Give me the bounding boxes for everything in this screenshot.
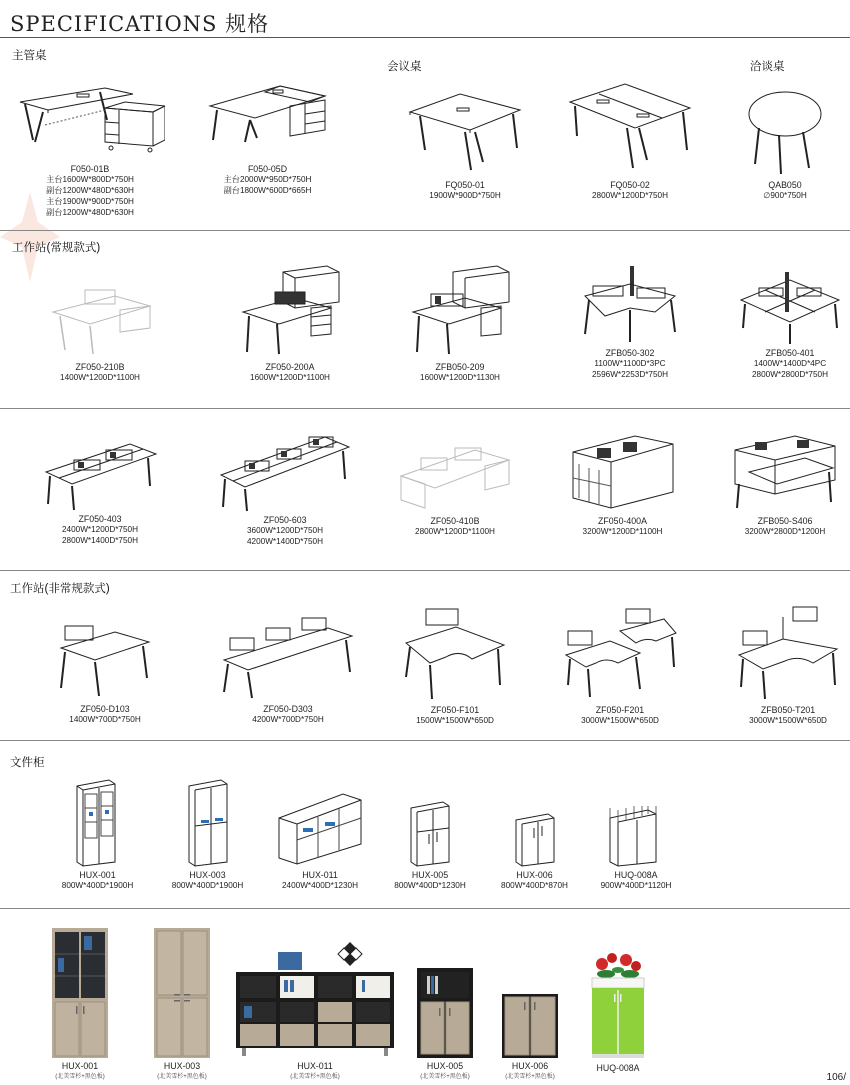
product-code: HUX-003 <box>189 870 226 880</box>
executive-desk-L-drawing <box>15 80 165 162</box>
product-spec: 主台1600W*800D*750H <box>46 175 134 184</box>
product-ZF050-200A <box>235 262 345 383</box>
photo-note: (北美雪杉+黑色板) <box>55 1074 105 1080</box>
double-corner-desk-drawing <box>560 605 680 703</box>
photo-code: HUX-006 <box>511 1061 549 1071</box>
product-code: ZF050-F101 <box>430 705 480 715</box>
workstation-cluster-drawing <box>725 428 845 514</box>
product-spec: 1400W*700D*750H <box>69 715 141 724</box>
product-spec: 2800W*1400D*750H <box>61 536 138 545</box>
product-spec: 1100W*1100D*3PC <box>594 359 666 368</box>
product-ZF050-410B <box>395 432 515 537</box>
product-spec: 1400W*1400D*4PC <box>753 359 827 368</box>
meeting-table-large-drawing <box>565 80 695 178</box>
wide-cabinet-photo <box>232 940 398 1058</box>
product-spec: ∅900*750H <box>763 191 807 200</box>
product-HUX-003 <box>165 776 250 891</box>
photo-HUX-006 <box>490 994 570 1080</box>
planter-cabinet-photo <box>588 950 648 1060</box>
product-spec: 2800W*1200D*750H <box>591 191 668 200</box>
photo-code: HUX-005 <box>426 1061 464 1071</box>
product-spec: 主台1900W*900D*750H <box>46 197 134 206</box>
product-FQ050-02 <box>565 80 695 201</box>
flower-icon <box>596 953 641 978</box>
product-spec: 800W*400D*1230H <box>394 881 466 890</box>
product-spec: 1600W*1200D*1130H <box>420 373 500 382</box>
glass-cabinet-photo <box>52 928 108 1058</box>
product-spec: 主台2000W*950D*750H <box>223 175 312 184</box>
product-ZFB050-302 <box>575 262 685 380</box>
tall-cabinet-glass-drawing <box>55 776 140 868</box>
product-QAB050 <box>745 88 825 201</box>
product-code: HUX-006 <box>516 870 553 880</box>
product-spec: 2596W*2253D*750H <box>591 370 668 379</box>
product-spec: 4200W*700D*750H <box>252 715 324 724</box>
product-code: FQ050-02 <box>610 180 650 190</box>
product-HUX-005 <box>385 798 475 891</box>
product-code: ZF050-403 <box>78 514 122 524</box>
product-code: ZF050-D103 <box>80 704 130 714</box>
product-HUQ-008A <box>596 804 676 891</box>
product-code: HUX-005 <box>411 870 449 880</box>
product-spec: 3200W*2800D*1200H <box>744 527 826 536</box>
photo-code: HUQ-008A <box>596 1063 640 1073</box>
product-code: HUQ-008A <box>614 870 658 880</box>
photo-note: (北美雪杉+黑色板) <box>505 1074 555 1080</box>
product-spec: 2400W*400D*1230H <box>281 881 358 890</box>
section-divider <box>0 740 850 741</box>
product-spec: 3200W*1200D*1100H <box>582 527 663 536</box>
product-ZFB050-401 <box>735 266 845 380</box>
product-code: ZF050-D303 <box>263 704 313 714</box>
mid-cabinet-drawing <box>385 798 475 868</box>
product-ZF050-603 <box>215 425 355 547</box>
title-divider <box>0 37 850 38</box>
product-spec: 3000W*1500W*650D <box>749 716 827 725</box>
product-spec: 2800W*1200D*1100H <box>415 527 495 536</box>
product-F050-01B <box>15 80 165 218</box>
product-ZFB050-209 <box>405 262 515 383</box>
photo-note: (北美雪杉+黑色板) <box>290 1074 340 1080</box>
section-workstation-irregular: 工作站(非常规款式) <box>10 583 110 595</box>
product-code: ZF050-410B <box>430 516 480 526</box>
meeting-table-drawing <box>405 90 525 178</box>
product-spec: 900W*400D*1120H <box>600 881 672 890</box>
photo-note: (北美雪杉+黑色板) <box>420 1074 470 1080</box>
photo-HUX-005 <box>405 968 485 1080</box>
product-spec: 800W*400D*1900H <box>171 881 244 890</box>
product-ZFB050-S406 <box>725 428 845 537</box>
product-code: ZFB050-302 <box>605 348 655 358</box>
product-code: ZF050-200A <box>265 362 315 372</box>
product-code: F050-01B <box>70 164 110 174</box>
photo-code: HUX-011 <box>297 1061 333 1071</box>
product-code: ZF050-603 <box>263 515 307 525</box>
workstation-single-drawing <box>45 282 155 360</box>
product-code: HUX-011 <box>302 870 338 880</box>
product-ZF050-F101 <box>400 605 510 726</box>
workstation-hutch-drawing <box>405 262 515 360</box>
section-workstation-regular: 工作站(常规款式) <box>12 242 101 254</box>
product-HUX-006 <box>492 810 577 891</box>
page-title: SPECIFICATIONS 规格 <box>10 12 270 36</box>
product-ZF050-400A <box>565 422 680 537</box>
product-ZF050-210B <box>45 282 155 383</box>
workstation-3pc-drawing <box>575 262 685 346</box>
product-code: ZFB050-401 <box>765 348 815 358</box>
desk-single-drawing <box>55 608 155 702</box>
product-code: ZFB050-S406 <box>757 516 813 526</box>
product-spec: 3000W*1500W*650D <box>581 716 659 725</box>
product-ZFB050-T201 <box>733 605 843 726</box>
product-HUX-001 <box>55 776 140 891</box>
product-spec: 3600W*1200D*750H <box>246 526 323 535</box>
corner-desk-drawing <box>400 605 510 703</box>
product-spec: 2400W*1200D*750H <box>61 525 138 534</box>
product-code: ZFB050-T201 <box>760 705 816 715</box>
photo-code: HUX-003 <box>163 1061 201 1071</box>
section-divider <box>0 230 850 231</box>
product-spec: 1400W*1200D*1100H <box>60 373 140 382</box>
section-negotiation-table: 洽谈桌 <box>750 61 785 73</box>
product-code: QAB050 <box>768 180 802 190</box>
product-spec: 副台1800W*600D*665H <box>223 186 312 195</box>
product-code: ZF050-F201 <box>595 705 645 715</box>
workstation-4seat-drawing <box>40 432 160 512</box>
photo-HUX-011 <box>230 940 400 1080</box>
section-meeting-table: 会议桌 <box>387 61 422 73</box>
product-ZF050-403 <box>40 432 160 546</box>
workstation-hutch-drawing <box>235 262 345 360</box>
product-code: F050-05D <box>247 164 288 174</box>
product-spec: 800W*400D*870H <box>501 881 568 890</box>
photo-note: (北美雪杉+黑色板) <box>157 1074 207 1080</box>
double-corner-desk-drawing <box>733 605 843 703</box>
product-FQ050-01 <box>405 90 525 201</box>
product-F050-05D <box>205 78 330 196</box>
product-HUX-011 <box>275 790 365 891</box>
wide-cabinet-drawing <box>275 790 365 868</box>
product-spec: 2800W*2800D*750H <box>751 370 828 379</box>
workstation-storage-drawing <box>565 422 680 514</box>
photo-HUX-003 <box>142 928 222 1080</box>
section-executive-desk: 主管桌 <box>12 50 47 62</box>
section-divider <box>0 908 850 909</box>
page-number: 106/ <box>826 1072 846 1083</box>
product-ZF050-F201 <box>560 605 680 726</box>
mid-cabinet-photo <box>417 968 473 1058</box>
executive-desk-drawing <box>205 78 330 162</box>
section-filing-cabinet: 文件柜 <box>10 757 45 769</box>
product-spec: 副台1200W*480D*630H <box>46 208 134 217</box>
product-ZF050-D303 <box>218 608 358 725</box>
section-divider <box>0 408 850 409</box>
product-code: ZF050-210B <box>75 362 125 372</box>
product-spec: 4200W*1400D*750H <box>246 537 323 546</box>
desk-triple-drawing <box>218 608 358 702</box>
photo-code: HUX-001 <box>61 1061 99 1071</box>
product-code: ZFB050-209 <box>435 362 485 372</box>
low-cabinet-drawing <box>492 810 577 868</box>
product-spec: 1500W*1500W*650D <box>416 716 494 725</box>
tall-cabinet-wood-drawing <box>165 776 250 868</box>
workstation-light-drawing <box>395 432 515 514</box>
product-spec: 副台1200W*480D*630H <box>46 186 134 195</box>
product-spec: 800W*400D*1900H <box>61 881 134 890</box>
photo-HUX-001 <box>40 928 120 1080</box>
product-spec: 1900W*900D*750H <box>429 191 501 200</box>
workstation-6seat-drawing <box>215 425 355 513</box>
section-divider <box>0 570 850 571</box>
low-cabinet-photo <box>502 994 558 1058</box>
decor-vase-icon <box>338 942 362 966</box>
product-code: FQ050-01 <box>445 180 485 190</box>
product-ZF050-D103 <box>55 608 155 725</box>
photo-HUQ-008A <box>578 950 658 1073</box>
wood-cabinet-photo <box>154 928 210 1058</box>
product-code: ZF050-400A <box>598 516 647 526</box>
workstation-4pc-drawing <box>735 266 845 346</box>
planter-cabinet-drawing <box>596 804 676 868</box>
product-code: HUX-001 <box>79 870 116 880</box>
product-spec: 1600W*1200D*1100H <box>250 373 330 382</box>
round-table-drawing <box>745 88 825 178</box>
